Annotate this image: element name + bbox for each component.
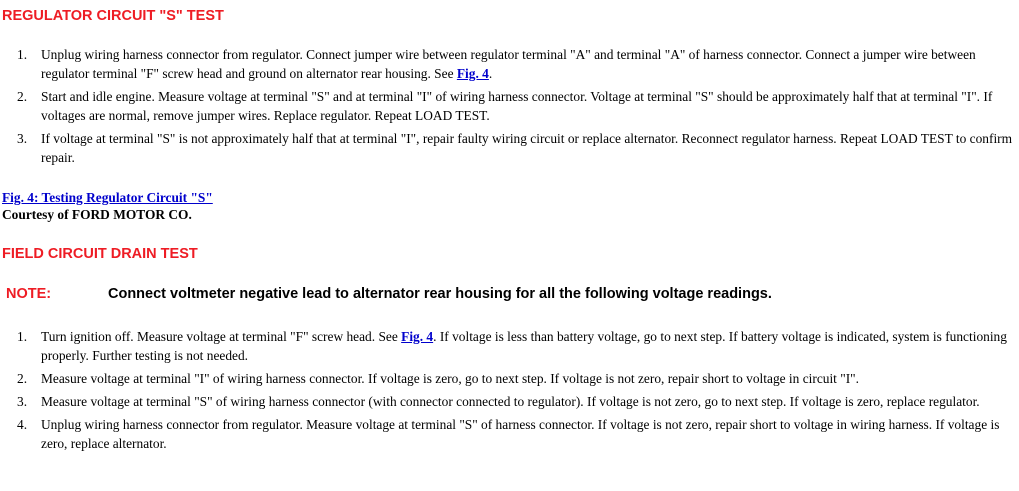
step-text-end: . If voltage is less than battery voltage, go to next step. If battery voltage is indicated, system is functioning properly. Further testing is not needed. [41,329,1007,363]
list-item [0,369,1015,388]
step-text: Turn ignition off. Measure voltage at terminal "F" screw head. See [41,329,402,344]
step-number: 2. [17,89,28,104]
step-number: 3. [17,131,28,146]
list-item [0,327,1015,365]
list-item [0,392,1015,411]
list-item [0,87,1015,125]
regulator-test-steps [0,45,1015,171]
step-number: 1. [17,47,28,62]
step-number: 4. [17,417,28,432]
list-item [0,129,1015,167]
step-text-end: . [488,66,493,81]
step-number: 1. [17,329,28,344]
field-drain-test-steps [0,327,1015,457]
section-heading-field-circuit-drain-test: FIELD CIRCUIT DRAIN TEST [2,246,198,262]
step-number: 2. [17,371,28,386]
step-text: Measure voltage at terminal "S" of wiring harness connector (with connector connected to regulator). If voltage is not zero, go to next step. If voltage is zero, replace regulator. [41,394,980,409]
step-text: Measure voltage at terminal "I" of wiring harness connector. If voltage is zero, go to next step. If voltage is not zero, repair short to voltage in circuit "I". [41,371,859,386]
note-box [6,286,772,302]
figure-caption [2,189,213,223]
section-heading-regulator-circuit-s-test: REGULATOR CIRCUIT "S" TEST [2,8,224,24]
figure-courtesy: Courtesy of FORD MOTOR CO. [2,207,192,222]
list-item [0,45,1015,83]
note-text: Connect voltmeter negative lead to alternator rear housing for all the following voltage readings. [108,286,772,302]
fig-4-link[interactable]: Fig. 4 [456,66,489,81]
step-number: 3. [17,394,28,409]
fig-4-link[interactable]: Fig. 4 [401,329,434,344]
step-text: Start and idle engine. Measure voltage at terminal "S" and at terminal "I" of wiring harness connector. Voltage at terminal "S" should be approximately half that at terminal "I". If voltages are normal, remove jumper wires. Replace regulator. Repeat LOAD TEST. [41,89,993,123]
step-text: Unplug wiring harness connector from regulator. Measure voltage at terminal "S" of harness connector. If voltage is not zero, repair short to voltage in wiring harness. If voltage is zero, replace alternator. [41,417,1000,451]
figure-4-link[interactable]: Fig. 4: Testing Regulator Circuit "S" [2,190,213,205]
step-text: If voltage at terminal "S" is not approximately half that at terminal "I", repair faulty wiring circuit or replace alternator. Reconnect regulator harness. Repeat LOAD TEST to confirm repair. [41,131,1013,165]
list-item [0,415,1015,453]
step-text: Unplug wiring harness connector from regulator. Connect jumper wire between regulator terminal "A" and terminal "A" of harness connector. Connect a jumper wire between regulator terminal "F" screw head and ground on alternator rear housing. See [41,47,976,81]
note-label: NOTE: [6,286,52,302]
